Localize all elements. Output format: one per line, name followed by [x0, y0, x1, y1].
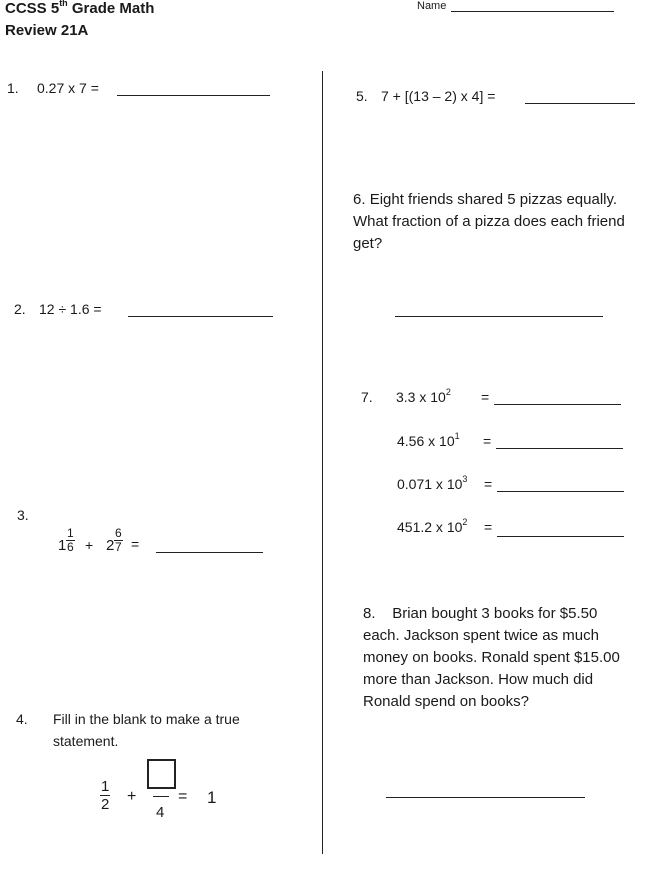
q3-fraction1 [66, 527, 75, 554]
q6-number: 6. [353, 191, 366, 208]
worksheet-title: CCSS 5th Grade Math [5, 0, 155, 17]
q4-prompt: Fill in the blank to make a true statement. [53, 711, 240, 749]
q7-item-1-equals: = [481, 389, 490, 405]
q3-equals: = [131, 536, 140, 552]
q4-answer-box[interactable] [147, 759, 176, 789]
q7-item-1: 3.3 x $10^2$ [396, 387, 451, 405]
q3-plus: + [85, 537, 94, 553]
q3-whole1: 1 [58, 537, 67, 554]
q7-item-4: 451.2 x $10^2$ [397, 517, 468, 535]
q4-number: 4. [16, 711, 28, 727]
q3-num1: 1 [67, 526, 74, 540]
q4-num1: 1 [101, 778, 110, 795]
worksheet-subtitle: Review 21A [5, 22, 89, 39]
q5-expression: 7 + [(13 – 2) x 4] = [381, 88, 496, 104]
q4-den2: 4 [156, 804, 165, 821]
q8-prompt [363, 603, 623, 713]
q3-answer-blank[interactable] [156, 552, 263, 553]
q5-answer-blank[interactable] [525, 103, 635, 104]
column-divider [322, 71, 323, 854]
q6-text: Eight friends shared 5 pizzas equally. What fraction of a pizza does each friend get? [353, 191, 625, 252]
q3-number: 3. [17, 507, 29, 523]
q4-result: 1 [207, 788, 217, 807]
q4-fraction-bar [153, 796, 169, 797]
q3-whole2: 2 [106, 537, 115, 554]
q5-number: 5. [356, 88, 368, 104]
q4-den1: 2 [101, 796, 110, 813]
q3-fraction2 [114, 527, 123, 554]
q3-den2: 7 [115, 540, 122, 554]
q3-num2: 6 [115, 526, 122, 540]
q6-prompt [353, 189, 648, 255]
q4-fraction-half [100, 778, 110, 813]
q7-item-2-equals: = [483, 433, 492, 449]
q3-den1: 6 [67, 540, 74, 554]
q7-item-1-blank[interactable] [494, 404, 621, 405]
q7-item-4-equals: = [484, 519, 493, 535]
q8-text: Brian bought 3 books for $5.50 each. Jackson spent twice as much money on books. Ronald spent $15.00 more than Jackson. How much did Ronald spend on books? [363, 605, 620, 710]
q2-number: 2. [14, 301, 26, 317]
q2-expression: 12 ÷ 1.6 = [39, 301, 102, 317]
q7-number: 7. [361, 389, 373, 405]
q7-item-3-blank[interactable] [497, 491, 624, 492]
q4-equals: = [178, 788, 188, 805]
q7-item-4-blank[interactable] [497, 536, 624, 537]
q1-answer-blank[interactable] [117, 95, 270, 96]
q7-item-3: 0.071 x $10^3$ [397, 474, 468, 492]
q8-number: 8. [363, 605, 376, 622]
q1-number: 1. [7, 80, 19, 96]
q7-item-3-equals: = [484, 476, 493, 492]
q4-plus: + [127, 788, 137, 805]
name-label: Name [417, 0, 447, 12]
q7-item-2-blank[interactable] [496, 448, 623, 449]
q7-item-2: 4.56 x $10^1$ [397, 431, 460, 449]
q8-answer-blank[interactable] [386, 797, 585, 798]
q2-answer-blank[interactable] [128, 316, 273, 317]
name-blank[interactable] [451, 11, 614, 12]
q1-expression: 0.27 x 7 = [37, 80, 99, 96]
q6-answer-blank[interactable] [395, 316, 603, 317]
